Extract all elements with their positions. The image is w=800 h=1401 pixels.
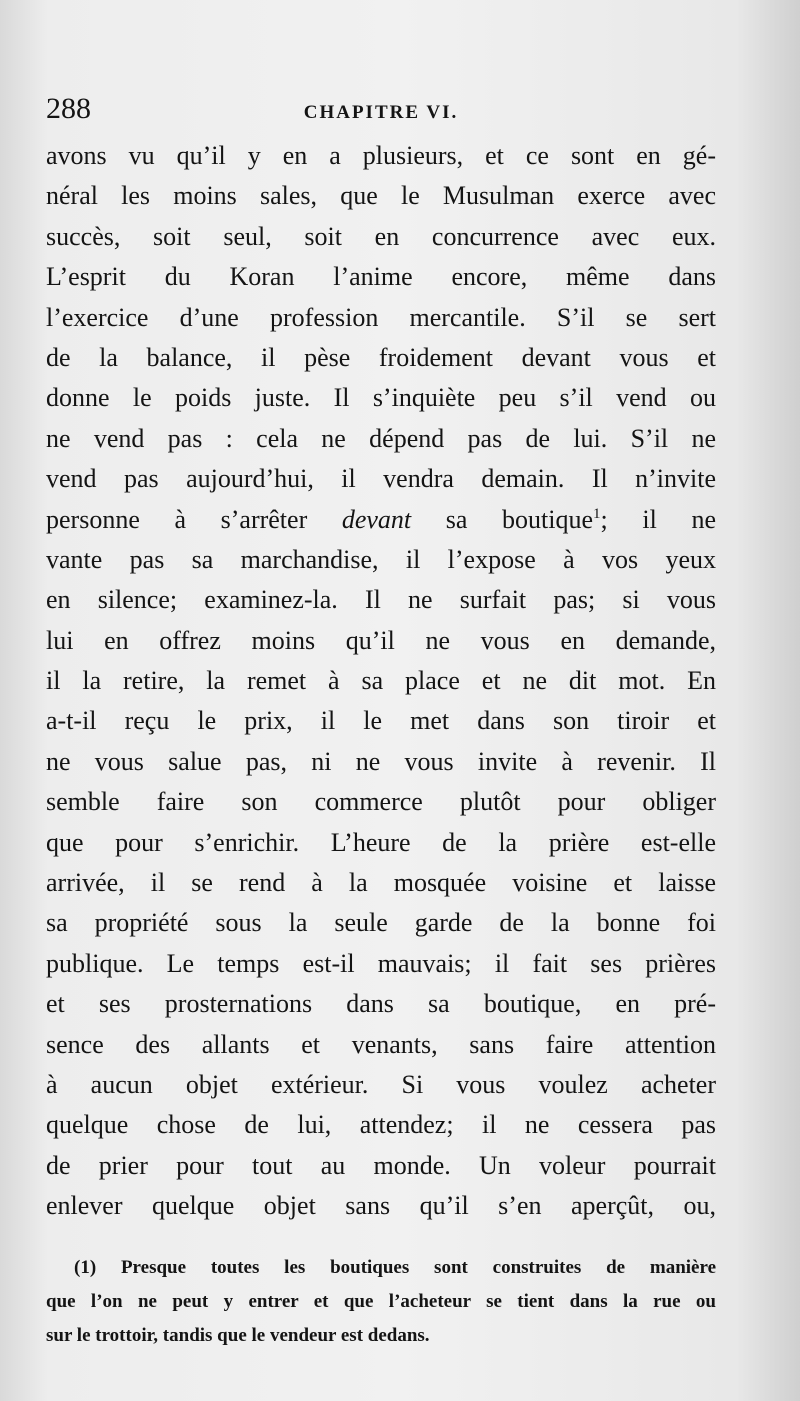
line-text: ; il ne [600,504,716,534]
text-line: succès, soit seul, soit en concurrence avec eux. [46,221,716,251]
text-line: avons vu qu’il y en a plusieurs, et ce sont en gé- [46,141,716,170]
text-line: semble faire son commerce plutôt pour obliger [46,787,716,817]
running-head: CHAPITRE VI. [303,102,459,123]
text-line: ne vend pas : cela ne dépend pas de lui. S’il ne [46,423,716,453]
text-line: enlever quelque objet sans qu’il s’en aperçût, ou, [46,1191,716,1221]
footnote-line: (1) Presque toutes les boutiques sont construites de manière [74,1257,716,1278]
text-line: lui en offrez moins qu’il ne vous en demande, [46,625,716,655]
footnote [46,1251,716,1353]
text-line: a-t-il reçu le prix, il le met dans son tiroir et [46,706,716,736]
text-line: vante pas sa marchandise, il l’expose à vos yeux [46,544,716,574]
text-line: que pour s’enrichir. L’heure de la prière est-elle [46,827,716,857]
text-line: l’exercice d’une profession mercantile. S’il se sert [46,302,716,332]
page-header [46,92,716,132]
text-line: arrivée, il se rend à la mosquée voisine et laisse [46,868,716,898]
text-line: et ses prosternations dans sa boutique, en pré- [46,989,716,1019]
body-text [46,136,716,1227]
text-line: publique. Le temps est-il mauvais; il fait ses prières [46,948,716,978]
text-line: il la retire, la remet à sa place et ne dit mot. En [46,666,716,696]
line-text: personne à s’arrêter [46,504,342,534]
text-line: sence des allants et venants, sans faire attention [46,1029,716,1059]
text-line: néral les moins sales, que le Musulman exerce avec [46,181,716,211]
text-line: de la balance, il pèse froidement devant vous et [46,342,716,372]
text-line-with-note [46,500,716,540]
footnote-line: que l’on ne peut y entrer et que l’acheteur se tient dans la rue ou [46,1291,716,1312]
text-line: vend pas aujourd’hui, il vendra demain. Il n’invite [46,464,716,494]
text-line: de prier pour tout au monde. Un voleur pourrait [46,1150,716,1180]
text-line: donne le poids juste. Il s’inquiète peu s’il vend ou [46,383,716,413]
text-line: L’esprit du Koran l’anime encore, même dans [46,262,716,292]
line-text: sa boutique [411,504,594,534]
footnote-line: sur le trottoir, tandis que le vendeur est dedans. [46,1325,430,1346]
text-line: en silence; examinez-la. Il ne surfait pas; si vous [46,585,716,615]
page-number: 288 [46,92,91,125]
footnote-reference: 1 [593,505,601,522]
italic-word: devant [341,504,412,534]
text-line: à aucun objet extérieur. Si vous voulez acheter [46,1069,716,1099]
text-line: ne vous salue pas, ni ne vous invite à revenir. Il [46,746,716,776]
text-line: quelque chose de lui, attendez; il ne cessera pas [46,1110,716,1140]
text-line: sa propriété sous la seule garde de la bonne foi [46,908,716,938]
